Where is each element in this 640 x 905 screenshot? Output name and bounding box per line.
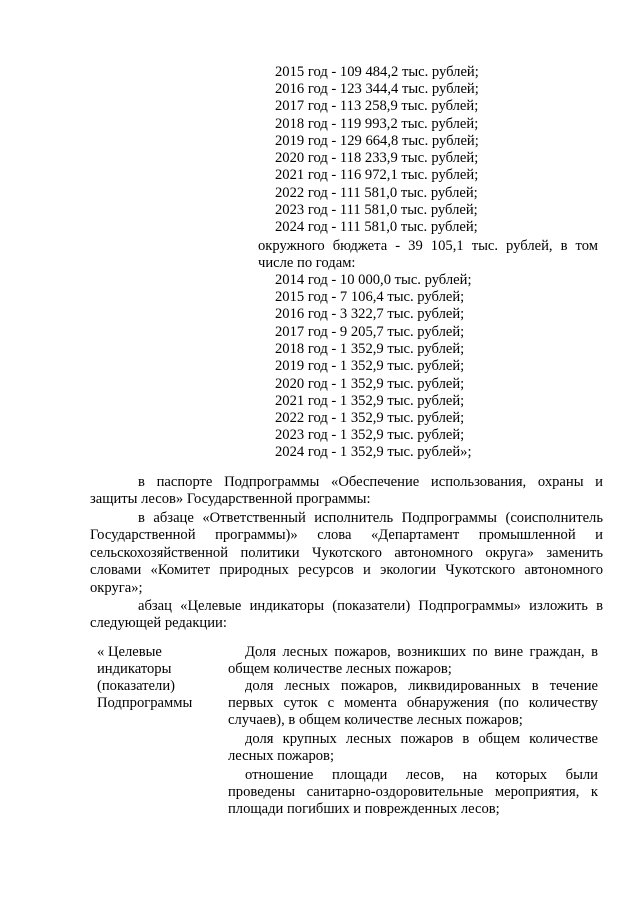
budget-year-line: 2015 год - 7 106,4 тыс. рублей; — [275, 289, 465, 305]
budget-year-line: 2019 год - 1 352,9 тыс. рублей; — [275, 358, 465, 374]
budget-year-line: 2014 год - 10 000,0 тыс. рублей; — [275, 272, 472, 288]
budget-year-line: 2018 год - 119 993,2 тыс. рублей; — [275, 116, 479, 132]
table-content-line: лесных пожаров; — [228, 748, 335, 764]
table-label-line: Подпрограммы — [97, 695, 193, 711]
budget-year-line: 2020 год - 118 233,9 тыс. рублей; — [275, 150, 479, 166]
paragraph-line: следующей редакции: — [90, 615, 227, 631]
budget-year-line: 2019 год - 129 664,8 тыс. рублей; — [275, 133, 479, 149]
budget-year-line: 2015 год - 109 484,2 тыс. рублей; — [275, 64, 479, 80]
table-content-line: площади погибших и поврежденных лесов; — [228, 801, 500, 817]
table-content-line: проведены санитарно-оздоровительные мероприятия, к — [228, 784, 598, 800]
table-content-line: доля лесных пожаров, ликвидированных в течение — [245, 678, 598, 694]
table-label-line: « Целевые — [97, 644, 162, 660]
paragraph-line: абзац «Целевые индикаторы (показатели) Подпрограммы» изложить в — [138, 598, 603, 614]
table-content-line: первых суток с момента обнаружения (по количеству — [228, 695, 598, 711]
budget-year-line: 2021 год - 116 972,1 тыс. рублей; — [275, 167, 479, 183]
table-label-line: индикаторы — [97, 661, 172, 677]
budget-year-line: 2023 год - 111 581,0 тыс. рублей; — [275, 202, 478, 218]
budget-year-line: 2022 год - 111 581,0 тыс. рублей; — [275, 185, 478, 201]
okrug-budget-line: окружного бюджета - 39 105,1 тыс. рублей, в том — [258, 238, 598, 254]
budget-year-line: 2018 год - 1 352,9 тыс. рублей; — [275, 341, 465, 357]
budget-year-line: 2023 год - 1 352,9 тыс. рублей; — [275, 427, 465, 443]
paragraph-line: Государственной программы)» слова «Департамент промышленной и — [90, 527, 603, 543]
budget-year-line: 2017 год - 9 205,7 тыс. рублей; — [275, 324, 465, 340]
budget-year-line: 2024 год - 1 352,9 тыс. рублей»; — [275, 444, 472, 460]
budget-year-line: 2022 год - 1 352,9 тыс. рублей; — [275, 410, 465, 426]
paragraph-line: словами «Комитет природных ресурсов и экологии Чукотского автономного — [90, 562, 603, 578]
budget-year-line: 2016 год - 3 322,7 тыс. рублей; — [275, 306, 465, 322]
paragraph-line: в абзаце «Ответственный исполнитель Подпрограммы (соисполнитель — [138, 510, 603, 526]
paragraph-line: округа»; — [90, 580, 143, 596]
paragraph-line: в паспорте Подпрограммы «Обеспечение использования, охраны и — [138, 474, 603, 490]
paragraph-line: сельскохозяйственной политики Чукотского автономного округа» заменить — [90, 545, 603, 561]
paragraph-line: защиты лесов» Государственной программы: — [90, 491, 371, 507]
budget-year-line: 2021 год - 1 352,9 тыс. рублей; — [275, 393, 465, 409]
table-content-line: доля крупных лесных пожаров в общем количестве — [245, 731, 598, 747]
table-content-line: случаев), в общем количестве лесных пожаров; — [228, 712, 523, 728]
okrug-budget-line: числе по годам: — [258, 255, 356, 271]
table-content-line: Доля лесных пожаров, возникших по вине граждан, в — [245, 644, 598, 660]
budget-year-line: 2016 год - 123 344,4 тыс. рублей; — [275, 81, 479, 97]
budget-year-line: 2020 год - 1 352,9 тыс. рублей; — [275, 376, 465, 392]
table-content-line: отношение площади лесов, на которых были — [245, 767, 598, 783]
budget-year-line: 2024 год - 111 581,0 тыс. рублей; — [275, 219, 478, 235]
table-label-line: (показатели) — [97, 678, 175, 694]
budget-year-line: 2017 год - 113 258,9 тыс. рублей; — [275, 98, 479, 114]
table-content-line: общем количестве лесных пожаров; — [228, 661, 452, 677]
